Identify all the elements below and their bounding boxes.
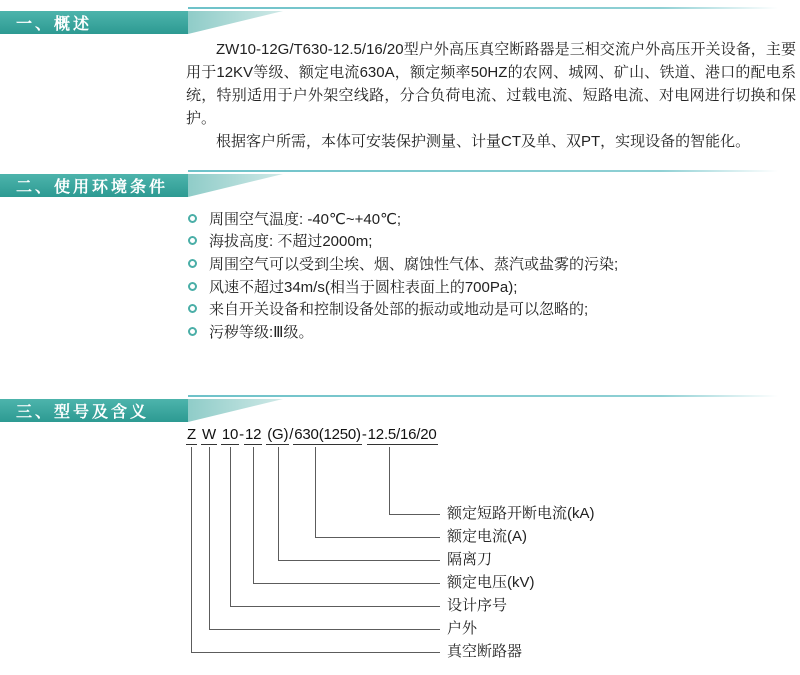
overview-paragraphs [186,38,796,153]
environment-condition-item [188,230,618,253]
model-code [186,426,438,445]
diagram-label: 额定电压(kV) [447,574,535,591]
circle-bullet-icon [188,304,197,313]
model-code-segment: (G) [267,426,289,443]
environment-condition-item [188,320,618,343]
environment-conditions-list [188,207,618,343]
diagram-drop-line [191,447,192,653]
model-code-segment: 630(1250) [294,426,361,443]
model-code-separator: - [239,426,244,443]
diagram-drop-line [253,447,254,584]
diagram-connector-line [209,629,440,630]
environment-condition-text: 污秽等级:Ⅲ级。 [209,323,314,341]
header-wedge [188,174,283,197]
diagram-connector-line [230,606,440,607]
circle-bullet-icon [188,214,197,223]
diagram-label: 额定电流(A) [447,528,527,545]
environment-condition-text: 来自开关设备和控制设备处部的振动或地动是可以忽略的; [209,301,589,319]
model-code-segment: 12.5/16/20 [367,426,437,443]
model-code-segment: Z [187,426,196,443]
circle-bullet-icon [188,259,197,268]
diagram-connector-line [389,514,440,515]
diagram-label: 真空断路器 [447,643,523,660]
header-topline [188,395,778,397]
overview-paragraph-1: ZW10-12G/T630-12.5/16/20型户外高压真空断路器是三相交流户外高压开关设备，主要用于12KV等级、额定电流630A，额定频率50HZ的农网、城网、矿山、铁道、港口的配电系统，特别适用于户外架空线路，分合负荷电流、过载电流、短路电流、对电网进行切换和保护。 [186,41,796,127]
environment-condition-item [188,252,618,275]
diagram-drop-line [278,447,279,561]
diagram-label: 隔离刀 [447,551,493,568]
header-wedge [188,399,283,422]
environment-condition-text: 风速不超过34m/s(相当于圆柱表面上的700Pa); [209,278,518,296]
diagram-drop-line [230,447,231,607]
environment-condition-item [188,297,618,320]
diagram-connector-line [253,583,440,584]
section-header-model [0,395,800,423]
environment-condition-item [188,207,618,230]
diagram-connector-line [191,652,440,653]
diagram-drop-line [209,447,210,630]
circle-bullet-icon [188,327,197,336]
model-code-separator: / [289,426,294,443]
section-title-overview: 一、概述 [0,11,188,34]
diagram-connector-line [278,560,440,561]
section-title-model: 三、型号及含义 [0,399,188,422]
environment-condition-item [188,275,618,298]
diagram-label: 设计序号 [447,597,508,614]
environment-condition-text: 周围空气可以受到尘埃、烟、腐蚀性气体、蒸汽或盐雾的污染; [209,255,619,273]
overview-paragraph-2: 根据客户所需，本体可安装保护测量、计量CT及单、双PT，实现设备的智能化。 [216,133,751,150]
circle-bullet-icon [188,282,197,291]
diagram-label: 户外 [447,620,478,637]
circle-bullet-icon [188,236,197,245]
section-header-overview [0,7,800,35]
header-wedge [188,11,283,34]
diagram-connector-line [315,537,440,538]
diagram-label: 额定短路开断电流(kA) [447,505,595,522]
section-header-environment [0,170,800,198]
diagram-drop-line [315,447,316,538]
environment-condition-text: 海拔高度: 不超过2000m; [209,233,373,251]
header-topline [188,170,778,172]
header-topline [188,7,778,9]
diagram-drop-line [389,447,390,515]
environment-condition-text: 周围空气温度: -40℃~+40℃; [209,210,402,228]
model-code-segment: W [201,426,216,443]
section-title-environment: 二、使用环境条件 [0,174,188,197]
model-code-separator: - [361,426,367,443]
model-code-segment: 10 [221,426,239,443]
model-code-segment: 12 [244,426,262,443]
